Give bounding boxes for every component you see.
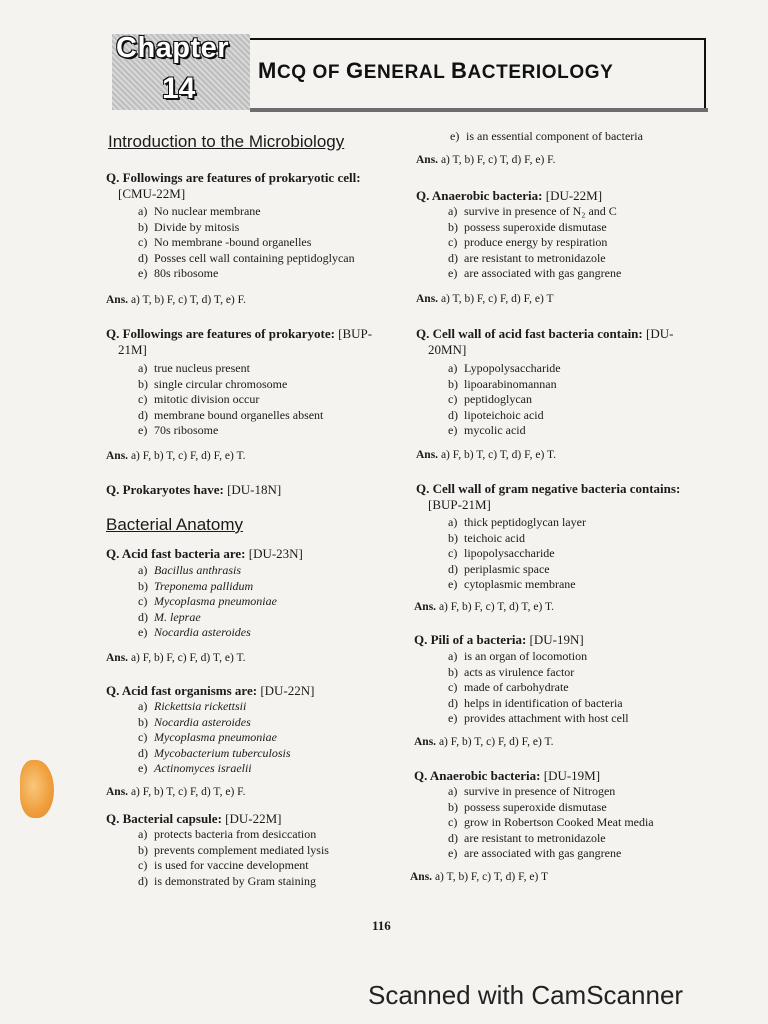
option-text: is demonstrated by Gram staining [154, 873, 316, 888]
answer-line: Ans. a) F, b) F, c) F, d) T, e) T. [106, 652, 246, 664]
options-list [104, 361, 323, 439]
option-text: are associated with gas gangrene [464, 846, 622, 861]
option-item [104, 610, 277, 626]
option-letter: e) [138, 761, 148, 776]
option-letter: d) [448, 830, 458, 845]
option-letter: c) [138, 730, 148, 745]
option-letter: b) [448, 664, 458, 679]
option-item [104, 361, 323, 377]
question-anaerobic-bacteria-22m: Q. Anaerobic bacteria: [DU-22M] [416, 188, 603, 203]
option-letter: c) [138, 235, 148, 250]
answer-line: Ans. a) T, b) F, c) T, d) T, e) F. [106, 294, 246, 306]
option-item [104, 235, 355, 251]
option-letter: e) [448, 423, 458, 438]
options-list [414, 361, 561, 439]
option-item [414, 204, 621, 220]
option-text: produce energy by respiration [464, 235, 608, 250]
option-text: survive in presence of N₂ and C [464, 204, 617, 218]
page-number: 116 [372, 918, 391, 933]
option-text: Mycoplasma pneumoniae [154, 730, 277, 745]
option-text: helps in identification of bacteria [464, 695, 623, 710]
option-letter: e) [448, 266, 458, 281]
option-text: peptidoglycan [464, 392, 532, 407]
option-text: membrane bound organelles absent [154, 407, 324, 422]
option-item [414, 361, 561, 377]
option-text: acts as virulence factor [464, 664, 575, 679]
option-text: are associated with gas gangrene [464, 266, 622, 281]
option-letter: d) [138, 250, 148, 265]
option-text: Mycoplasma pneumoniae [154, 594, 277, 609]
options-list [104, 699, 291, 777]
question-acid-fast-bacteria: Q. Acid fast bacteria are: [DU-23N] [106, 546, 303, 561]
option-letter: a) [448, 784, 458, 798]
option-item [104, 563, 277, 579]
options-list [104, 563, 277, 641]
title-shadow [250, 108, 708, 112]
option-item [104, 699, 291, 715]
option-item [414, 266, 621, 282]
option-item [104, 730, 291, 746]
answer-line: Ans. a) T, b) F, c) T, d) F, e) F. [416, 154, 556, 166]
option-letter: c) [448, 235, 458, 250]
option-text: lipoarabinomannan [464, 376, 557, 391]
options-list [104, 204, 355, 282]
option-text: lipopolysaccharide [464, 546, 555, 561]
question-prokaryotes-have: Q. Prokaryotes have: [DU-18N] [106, 482, 282, 497]
option-text: true nucleus present [154, 361, 250, 375]
answer-line: Ans. a) T, b) F, c) T, d) F, e) T [410, 871, 548, 883]
option-letter: c) [138, 392, 148, 407]
option-item [414, 220, 621, 236]
option-letter: d) [138, 873, 148, 888]
question-pili: Q. Pili of a bacteria: [DU-19N] [414, 632, 584, 647]
options-list [104, 827, 329, 889]
option-letter: c) [138, 594, 148, 609]
option-item [104, 594, 277, 610]
option-letter: a) [138, 699, 148, 713]
chapter-number: 14 [162, 72, 196, 105]
option-item [414, 408, 561, 424]
answer-line: Ans. a) F, b) T, c) F, d) F, e) T. [106, 450, 246, 462]
option-letter: e) [448, 846, 458, 861]
option-item [414, 515, 586, 531]
option-letter: c) [448, 815, 458, 830]
options-list [414, 784, 654, 862]
option-item [414, 235, 621, 251]
answer-line: Ans. a) F, b) T, c) F, d) T, e) F. [106, 786, 246, 798]
option-item [104, 874, 329, 890]
option-letter: b) [138, 376, 148, 391]
answer-line: Ans. a) T, b) F, c) F, d) F, e) T [416, 293, 554, 305]
options-list [414, 649, 629, 727]
option-text: Treponema pallidum [154, 578, 254, 593]
option-letter: d) [448, 250, 458, 265]
answer-line: Ans. a) F, b) F, c) T, d) T, e) T. [414, 601, 554, 613]
answer-line: Ans. a) F, b) T, c) F, d) F, e) T. [414, 736, 554, 748]
option-item [104, 266, 355, 282]
option-text: mycolic acid [464, 423, 526, 438]
option-text: cytoplasmic membrane [464, 577, 576, 592]
options-list [414, 204, 621, 282]
option-item [104, 423, 323, 439]
option-text: Nocardia asteroides [154, 714, 251, 729]
option-text: lipoteichoic acid [464, 407, 544, 422]
question-gram-negative-cell-wall: Q. Cell wall of gram negative bacteria contains: [BUP-21M] [416, 481, 681, 512]
option-letter: c) [448, 546, 458, 561]
options-list [414, 515, 586, 593]
option-text: single circular chromosome [154, 376, 288, 391]
option-letter: d) [448, 407, 458, 422]
option-text: is used for vaccine development [154, 858, 309, 873]
option-text: survive in presence of Nitrogen [464, 784, 616, 798]
option-item [414, 531, 586, 547]
option-text: possess superoxide dismutase [464, 219, 607, 234]
section-heading-introduction: Introduction to the Microbiology [108, 132, 345, 151]
option-text: periplasmic space [464, 561, 550, 576]
option-letter: a) [138, 563, 148, 577]
question-anaerobic-bacteria-19m: Q. Anaerobic bacteria: [DU-19M] [414, 768, 601, 783]
option-text: Lypopolysaccharide [464, 361, 561, 375]
option-letter: b) [448, 799, 458, 814]
question-prokaryote-features: Q. Followings are features of prokaryote: [BUP- 21M] [106, 326, 373, 357]
option-item [414, 831, 654, 847]
option-letter: d) [448, 695, 458, 710]
option-text: are resistant to metronidazole [464, 250, 606, 265]
option-item [104, 392, 323, 408]
option-item [104, 408, 323, 424]
option-letter: c) [448, 680, 458, 695]
option-letter: a) [138, 361, 148, 375]
option-text: made of carbohydrate [464, 680, 569, 695]
option-text: protects bacteria from desiccation [154, 827, 317, 841]
option-letter: a) [138, 827, 148, 841]
option-item [104, 251, 355, 267]
option-item [104, 761, 291, 777]
option-letter: e) [138, 423, 148, 438]
option-letter: c) [448, 392, 458, 407]
chapter-title: MCQ OF GENERAL BACTERIOLOGY [258, 58, 614, 83]
chapter-word: Chapter [116, 32, 230, 64]
option-letter: e) [448, 577, 458, 592]
option-text: 70s ribosome [154, 423, 219, 438]
option-letter: b) [138, 219, 148, 234]
option-item [104, 204, 355, 220]
option-letter: a) [448, 649, 458, 663]
option-text: provides attachment with host cell [464, 711, 629, 726]
option-letter: b) [448, 219, 458, 234]
option-item [104, 377, 323, 393]
option-item [414, 680, 629, 696]
option-letter: c) [138, 858, 148, 873]
option-letter: e) [138, 625, 148, 640]
option-item [104, 625, 277, 641]
option-letter: e) [448, 711, 458, 726]
option-text: are resistant to metronidazole [464, 830, 606, 845]
option-text: 80s ribosome [154, 266, 219, 281]
option-letter: d) [138, 407, 148, 422]
option-letter: d) [138, 609, 148, 624]
option-letter: d) [138, 745, 148, 760]
option-item [104, 579, 277, 595]
option-text: No nuclear membrane [154, 204, 261, 218]
option-item [104, 220, 355, 236]
question-acid-fast-organisms: Q. Acid fast organisms are: [DU-22N] [106, 683, 315, 698]
option-letter: a) [448, 204, 458, 218]
option-text: Bacillus anthrasis [154, 563, 242, 577]
option-text: prevents complement mediated lysis [154, 842, 329, 857]
option-item [414, 711, 629, 727]
option-text: thick peptidoglycan layer [464, 515, 586, 529]
option-text: Actinomyces israelii [154, 761, 252, 776]
option-letter: b) [138, 578, 148, 593]
option-item [414, 423, 561, 439]
option-letter: b) [138, 714, 148, 729]
option-item [104, 827, 329, 843]
scanner-watermark: Scanned with CamScanner [368, 980, 684, 1010]
option-item [104, 858, 329, 874]
finger-blob [20, 760, 54, 818]
option-item [414, 696, 629, 712]
option-letter: e) [138, 266, 148, 281]
option-text: possess superoxide dismutase [464, 799, 607, 814]
option-letter: b) [448, 530, 458, 545]
option-item [414, 846, 654, 862]
option-item [414, 546, 586, 562]
option-item [414, 392, 561, 408]
option-text: mitotic division occur [154, 392, 260, 407]
option-item [414, 665, 629, 681]
option-continued: e) is an essential component of bacteria [450, 129, 643, 143]
answer-line: Ans. a) F, b) T, c) T, d) F, e) T. [416, 449, 556, 461]
option-item [414, 815, 654, 831]
option-text: teichoic acid [464, 530, 525, 545]
option-item [104, 843, 329, 859]
option-text: Mycobacterium tuberculosis [154, 745, 291, 760]
option-item [414, 577, 586, 593]
option-letter: a) [448, 361, 458, 375]
option-letter: d) [448, 561, 458, 576]
option-item [414, 377, 561, 393]
option-item [414, 784, 654, 800]
option-item [414, 800, 654, 816]
option-letter: a) [448, 515, 458, 529]
option-text: Nocardia asteroides [154, 625, 251, 640]
option-text: No membrane -bound organelles [154, 235, 312, 250]
question-bacterial-capsule: Q. Bacterial capsule: [DU-22M] [106, 811, 282, 826]
option-item [414, 562, 586, 578]
option-text: is an organ of locomotion [464, 649, 588, 663]
option-text: M. leprae [154, 609, 201, 624]
option-text: Posses cell wall containing peptidoglycan [154, 250, 355, 265]
option-letter: b) [138, 842, 148, 857]
question-acid-fast-cell-wall: Q. Cell wall of acid fast bacteria contain: [DU- 20MN] [416, 326, 674, 357]
section-heading-bacterial-anatomy: Bacterial Anatomy [106, 515, 244, 534]
option-letter: b) [448, 376, 458, 391]
option-item [414, 649, 629, 665]
option-item [104, 715, 291, 731]
option-text: Divide by mitosis [154, 219, 240, 234]
option-letter: a) [138, 204, 148, 218]
option-text: Rickettsia rickettsii [154, 699, 247, 713]
question-prokaryotic-cell: Q. Followings are features of prokaryotic cell: [CMU-22M] [106, 170, 361, 201]
option-item [414, 251, 621, 267]
option-item [104, 746, 291, 762]
option-text: grow in Robertson Cooked Meat media [464, 815, 654, 830]
